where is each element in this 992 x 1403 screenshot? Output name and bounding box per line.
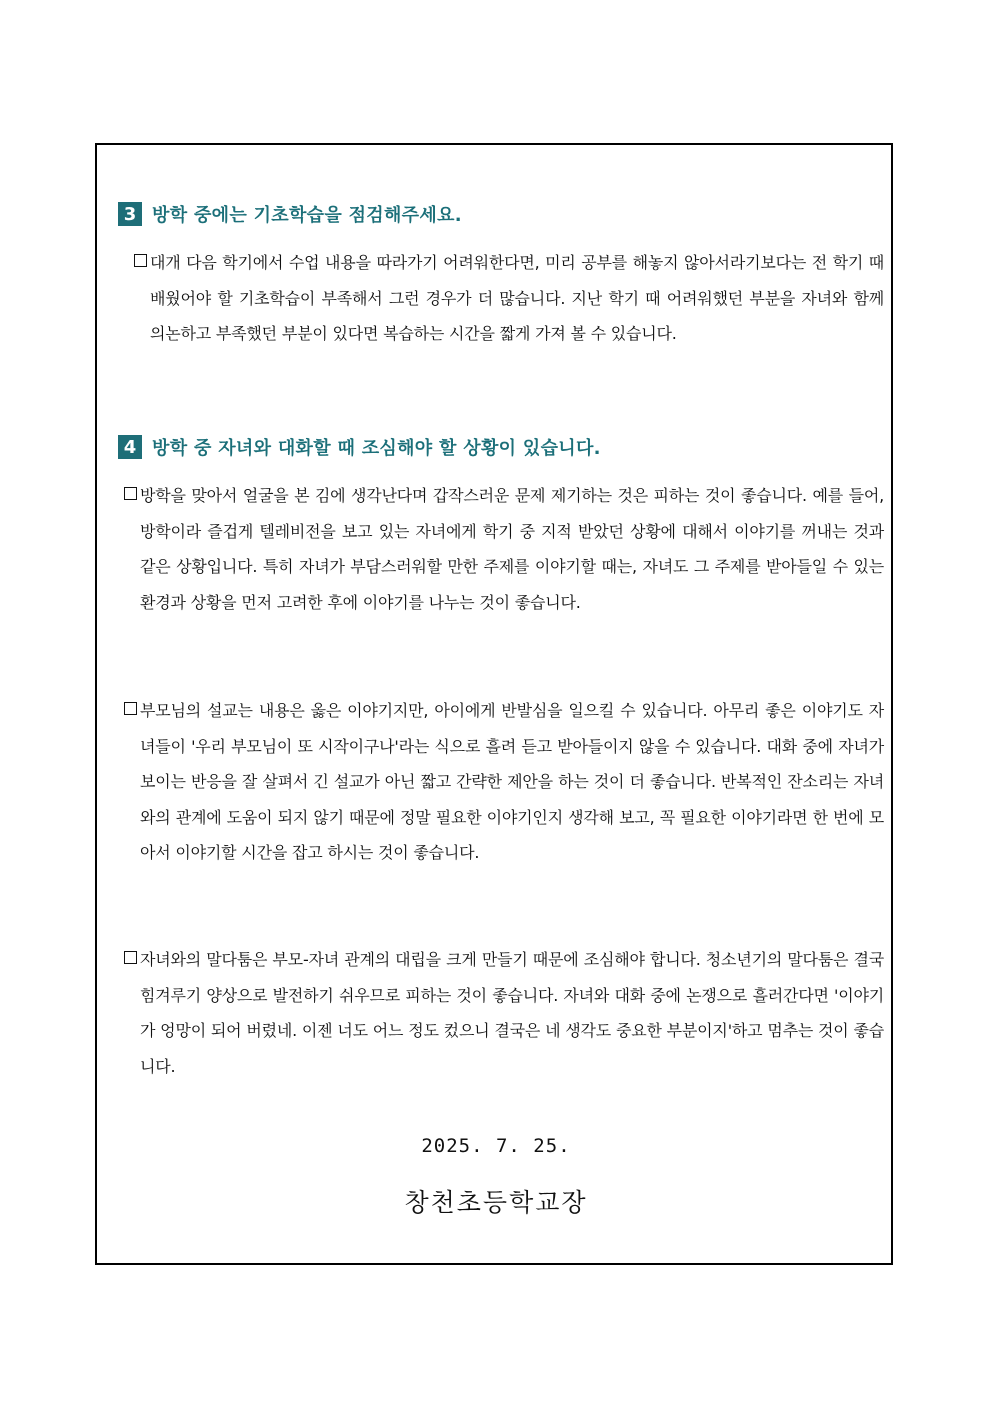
section-4-paragraph-3 bbox=[124, 942, 884, 1084]
section-3-title: 방학 중에는 기초학습을 점검해주세요. bbox=[152, 205, 462, 226]
section-4-title: 방학 중 자녀와 대화할 때 조심해야 할 상황이 있습니다. bbox=[152, 438, 601, 459]
checkbox-icon bbox=[134, 254, 147, 267]
paragraph-text: 대개 다음 학기에서 수업 내용을 따라가기 어려워한다면, 미리 공부를 해놓지 않아서라기보다는 전 학기 때 배웠어야 할 기초학습이 부족해서 그런 경우가 더 많습니다. 지난 학기 때 어려워했던 부분을 자녀와 함께 의논하고 부족했던 부분이 있다면 복습하는 시간을 짧게 가져 볼 수 있습니다. bbox=[150, 253, 884, 343]
paragraph-text: 방학을 맞아서 얼굴을 본 김에 생각난다며 갑작스러운 문제 제기하는 것은 피하는 것이 좋습니다. 예를 들어, 방학이라 즐겁게 텔레비전을 보고 있는 자녀에게 학기 중 지적 받았던 상황에 대해서 이야기를 꺼내는 것과 같은 상황입니다. 특히 자녀가 부담스러워할 만한 주제를 이야기할 때는, 자녀도 그 주제를 받아들일 수 있는 환경과 상황을 먼저 고려한 후에 이야기를 나누는 것이 좋습니다. bbox=[140, 486, 884, 612]
section-4-heading bbox=[118, 434, 601, 460]
section-4-paragraph-2 bbox=[124, 693, 884, 871]
notice-date: 2025. 7. 25. bbox=[421, 1135, 571, 1157]
signer-name: 창천초등학교장 bbox=[404, 1188, 588, 1217]
paragraph-text: 부모님의 설교는 내용은 옳은 이야기지만, 아이에게 반발심을 일으킬 수 있습니다. 아무리 좋은 이야기도 자녀들이 '우리 부모님이 또 시작이구나'라는 식으로 흘려 듣고 받아들이지 않을 수 있습니다. 대화 중에 자녀가 보이는 반응을 잘 살펴서 긴 설교가 아닌 짧고 간략한 제안을 하는 것이 더 좋습니다. 반복적인 잔소리는 자녀와의 관계에 도움이 되지 않기 때문에 정말 필요한 이야기인지 생각해 보고, 꼭 필요한 이야기라면 한 번에 모아서 이야기할 시간을 잡고 하시는 것이 좋습니다. bbox=[140, 701, 884, 862]
section-4-paragraph-1 bbox=[124, 478, 884, 620]
checkbox-icon bbox=[124, 951, 137, 964]
checkbox-icon bbox=[124, 487, 137, 500]
section-3-heading bbox=[118, 201, 462, 227]
section-4-number-badge: 4 bbox=[118, 435, 142, 459]
checkbox-icon bbox=[124, 702, 137, 715]
section-3-number-badge: 3 bbox=[118, 202, 142, 226]
paragraph-text: 자녀와의 말다툼은 부모-자녀 관계의 대립을 크게 만들기 때문에 조심해야 합니다. 청소년기의 말다툼은 결국 힘겨루기 양상으로 발전하기 쉬우므로 피하는 것이 좋습니다. 자녀와 대화 중에 논쟁으로 흘러간다면 '이야기가 엉망이 되어 버렸네. 이젠 너도 어느 정도 컸으니 결국은 네 생각도 중요한 부분이지'하고 멈추는 것이 좋습니다. bbox=[140, 950, 884, 1076]
section-3-paragraph-1 bbox=[134, 245, 884, 352]
